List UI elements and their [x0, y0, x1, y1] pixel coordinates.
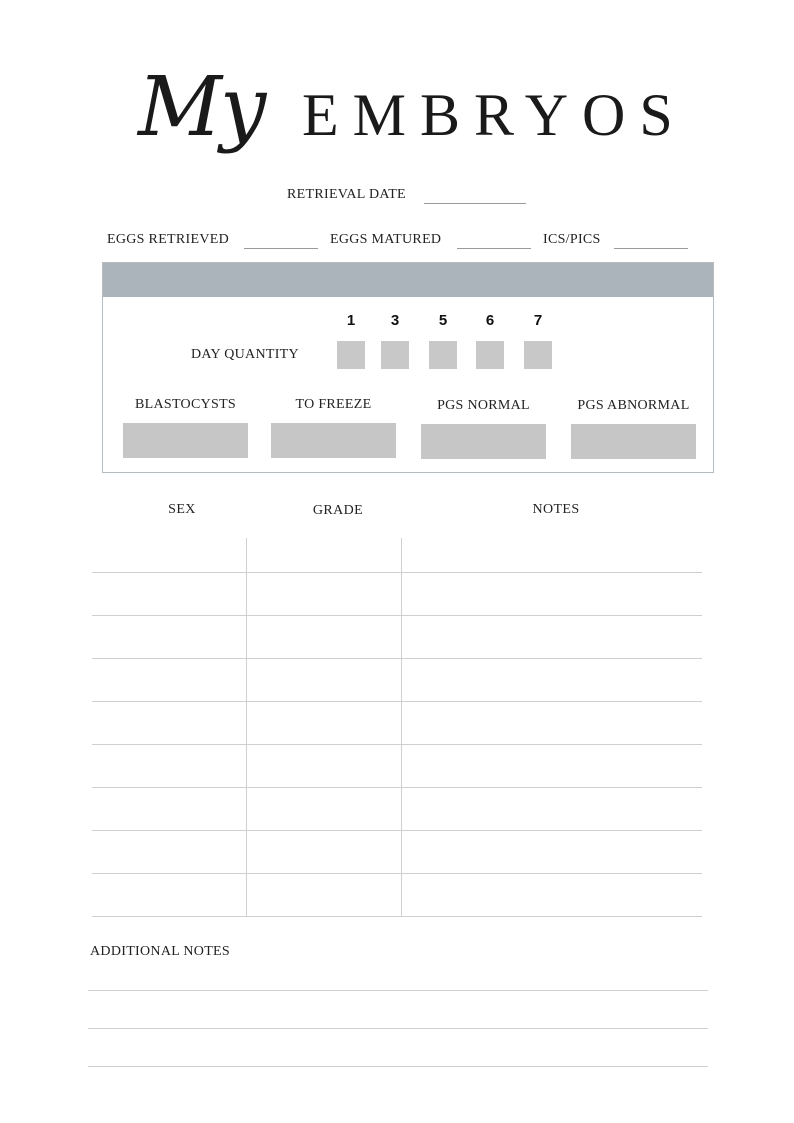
blastocysts-field[interactable] [123, 423, 248, 458]
table-row-line [92, 744, 702, 745]
day-6-quantity-cell[interactable] [476, 341, 504, 369]
table-row-line [92, 830, 702, 831]
table-row-line [92, 916, 702, 917]
retrieval-date-label: RETRIEVAL DATE [287, 187, 406, 202]
page-title: EMBRYOS [302, 82, 687, 148]
column-header-sex: SEX [168, 502, 196, 517]
box-header-bar [103, 263, 713, 297]
to-freeze-label: TO FREEZE [295, 397, 372, 412]
notes-writing-line[interactable] [88, 990, 708, 991]
retrieval-date-field[interactable] [424, 203, 526, 204]
day-number-1: 1 [346, 312, 356, 329]
pgs-normal-label: PGS NORMAL [437, 398, 530, 413]
pgs-abnormal-field[interactable] [571, 424, 696, 459]
eggs-retrieved-label: EGGS RETRIEVED [107, 232, 230, 247]
eggs-matured-label: EGGS MATURED [330, 232, 442, 247]
pgs-normal-field[interactable] [421, 424, 546, 459]
ics-pics-field[interactable] [614, 248, 688, 249]
table-row-line [92, 572, 702, 573]
blastocysts-label: BLASTOCYSTS [134, 397, 237, 412]
day-number-3: 3 [390, 312, 400, 329]
notes-writing-line[interactable] [88, 1028, 708, 1029]
to-freeze-field[interactable] [271, 423, 396, 458]
table-row-line [92, 787, 702, 788]
day-number-5: 5 [438, 312, 448, 329]
day-5-quantity-cell[interactable] [429, 341, 457, 369]
eggs-retrieved-field[interactable] [244, 248, 318, 249]
table-column-divider [246, 538, 247, 916]
notes-writing-line[interactable] [88, 1066, 708, 1067]
day-7-quantity-cell[interactable] [524, 341, 552, 369]
additional-notes-label: ADDITIONAL NOTES [90, 944, 230, 959]
table-row-line [92, 701, 702, 702]
eggs-matured-field[interactable] [457, 248, 531, 249]
day-quantity-label: DAY QUANTITY [191, 347, 299, 362]
column-header-grade: GRADE [312, 503, 364, 518]
table-column-divider [401, 538, 402, 916]
ics-pics-label: ICS/PICS [543, 232, 601, 247]
day-number-7: 7 [533, 312, 543, 329]
table-row-line [92, 615, 702, 616]
day-1-quantity-cell[interactable] [337, 341, 365, 369]
column-header-notes: NOTES [532, 502, 580, 517]
day-3-quantity-cell[interactable] [381, 341, 409, 369]
day-number-6: 6 [485, 312, 495, 329]
table-row-line [92, 873, 702, 874]
title-script: My [138, 60, 265, 155]
pgs-abnormal-label: PGS ABNORMAL [577, 398, 690, 413]
table-row-line [92, 658, 702, 659]
